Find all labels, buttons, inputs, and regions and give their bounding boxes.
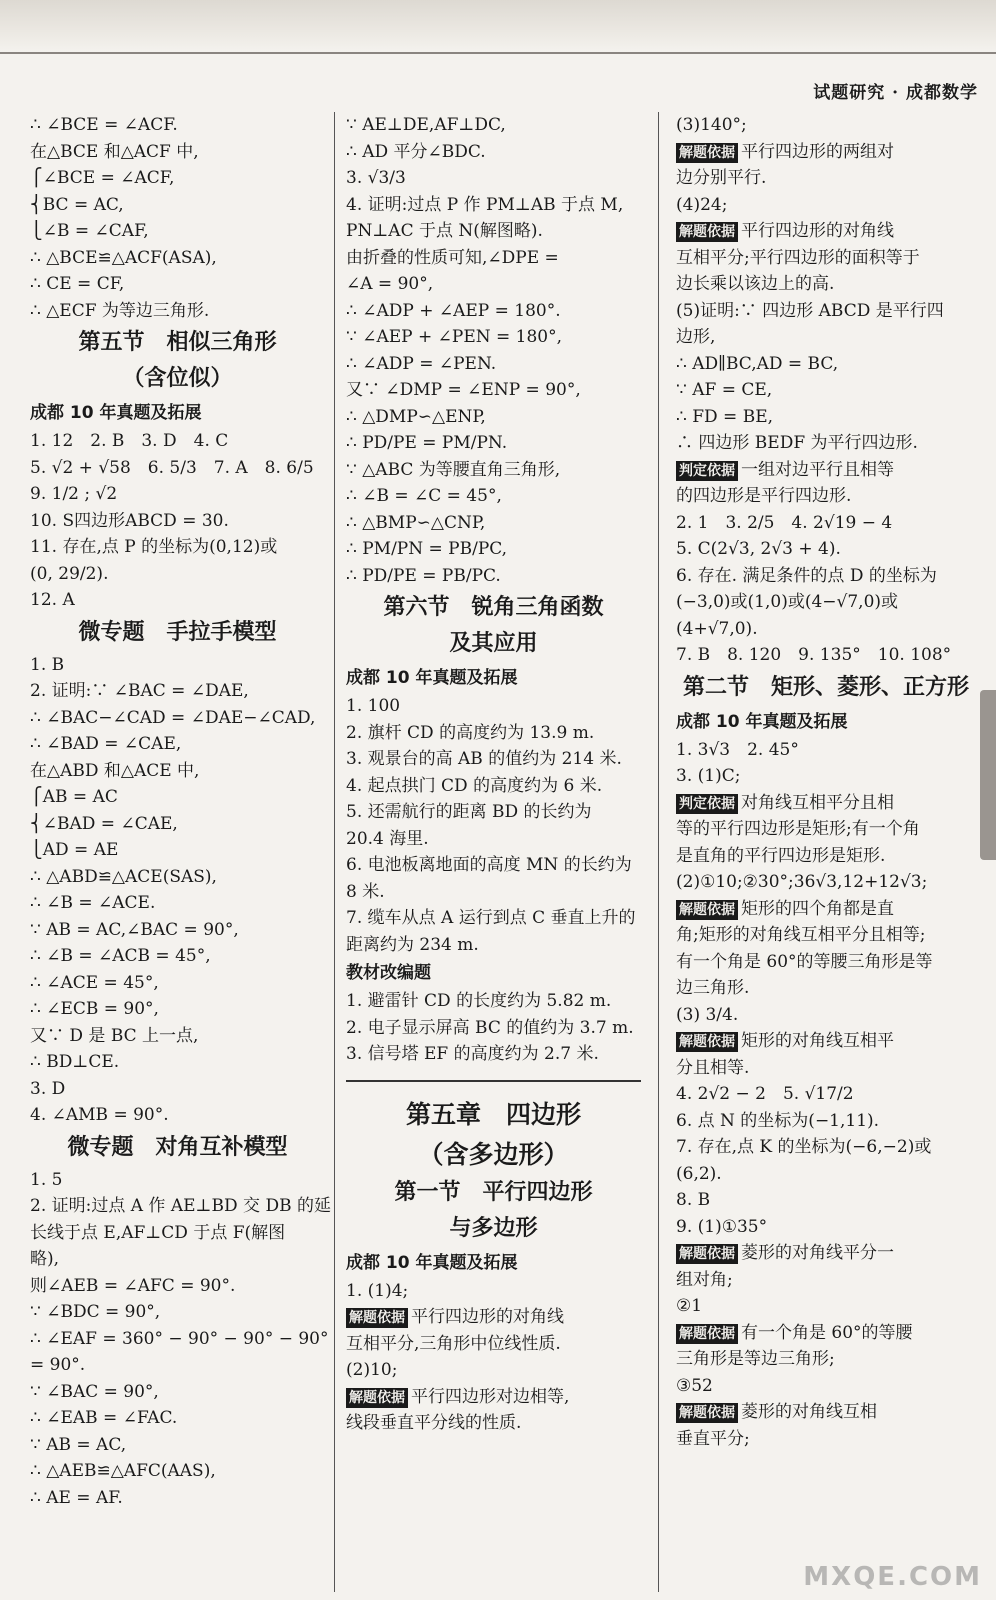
answer-line: 1. 避雷针 CD 的长度约为 5.82 m. (346, 991, 612, 1011)
answer-line: 边分别平行. (676, 168, 767, 188)
chapter-heading: 第五章 四边形 (405, 1099, 581, 1129)
column-1 (30, 112, 331, 1511)
answer-line: (3) 3/4. (676, 1004, 739, 1025)
answer-line: 1. 12 2. B 3. D 4. C (30, 431, 229, 451)
answer-line: 长线于点 E,AF⊥CD 于点 F(解图 (30, 1222, 286, 1243)
answer-line: ∵ ∠BDC = 90°, (30, 1302, 161, 1322)
answer-line: ∵ ∠BAC = 90°, (30, 1381, 159, 1402)
answer-line: (4)24; (676, 194, 728, 215)
answer-line: 5. C(2√3, 2√3 + 4). (676, 539, 841, 559)
answer-line: 的四边形是平行四边形. (676, 486, 852, 506)
answer-line: 则∠AEB = ∠AFC = 90°. (30, 1275, 236, 1296)
answer-line: ∠A = 90°, (346, 274, 434, 294)
section-heading: 第六节 锐角三角函数 (383, 595, 604, 620)
watermark: MXQE.COM (803, 1562, 982, 1592)
answer-line: 3. 观景台的高 AB 的值约为 214 米. (346, 749, 622, 769)
answer-line: 2. 电子显示屏高 BC 的值约为 3.7 m. (346, 1017, 634, 1038)
answer-line: (5)证明:∵ 四边形 ABCD 是平行四 (676, 300, 944, 321)
answer-line: ∵ AE⊥DE,AF⊥DC, (346, 115, 506, 135)
answer-line: 9. 1/2 ; √2 (30, 484, 118, 504)
answer-line: (2)①10;②30°;36√3,12+12√3; (676, 872, 928, 892)
top-rule (0, 52, 996, 54)
answer-line: 3. √3/3 (346, 168, 406, 188)
answer-line: (3)140°; (676, 115, 747, 135)
answer-line: 5. √2 + √58 6. 5/3 7. A 8. 6/5 (30, 457, 314, 478)
answer-line: 1. B (30, 654, 65, 675)
answer-line: (6,2). (676, 1163, 722, 1184)
column-divider (334, 112, 335, 1592)
answer-line: 等的平行四边形是矩形;有一个角 (676, 819, 920, 839)
answer-line: ∴ PM/PN = PB/PC, (346, 539, 508, 559)
section-heading: 第二节 矩形、菱形、正方形 (682, 674, 969, 700)
answer-line: ⎧∠BCE = ∠ACF, (30, 168, 175, 188)
answer-line: 解题依据 平行四边形对边相等, (346, 1384, 641, 1411)
answer-line: 20.4 海里. (346, 828, 429, 849)
answer-line: ∴ 四边形 BEDF 为平行四边形. (676, 433, 918, 453)
section-heading: 微专题 手拉手模型 (78, 619, 277, 645)
answer-line: 三角形是等边三角形; (676, 1349, 835, 1369)
answer-line: = 90°. (30, 1355, 86, 1375)
answer-line: 6. 点 N 的坐标为(−1,11). (676, 1110, 880, 1131)
answer-line: 角;矩形的对角线互相平分且相等; (676, 925, 926, 945)
answer-line: 2. 旗杆 CD 的高度约为 13.9 m. (346, 722, 595, 743)
answer-line: 7. 缆车从点 A 运行到点 C 垂直上升的 (346, 908, 636, 928)
answer-line: ∵ AB = AC,∠BAC = 90°, (30, 919, 239, 940)
answer-line: ⎩∠B = ∠CAF, (30, 221, 149, 241)
answer-line: ⎨∠BAD = ∠CAE, (30, 813, 178, 834)
section-heading: 微专题 对角互补模型 (67, 1134, 288, 1160)
page-header: 试题研究 · 成都数学 (813, 83, 978, 103)
answer-line: ∵ AF = CE, (676, 380, 773, 400)
answer-line: 在△ABD 和△ACE 中, (30, 760, 200, 781)
answer-line: ∴ ∠BAC−∠CAD = ∠DAE−∠CAD, (30, 707, 316, 728)
answer-line: ⎧AB = AC (30, 787, 118, 807)
answer-line: 组对角; (676, 1269, 733, 1290)
answer-line: ③52 (676, 1375, 713, 1396)
scan-top-band (0, 0, 996, 52)
answer-line: (−3,0)或(1,0)或(4−√7,0)或 (676, 592, 899, 612)
chapter-heading: （含多边形） (418, 1139, 569, 1169)
answer-line: 解题依据 菱形的对角线互相 (676, 1399, 976, 1426)
answer-line: 1. 5 (30, 1169, 63, 1190)
answer-line: 解题依据 平行四边形的两组对 (676, 139, 976, 166)
answer-line: ∴ ∠EAB = ∠FAC. (30, 1408, 178, 1428)
answer-line: ∴ ∠B = ∠ACE. (30, 893, 156, 913)
column-2 (346, 112, 641, 1437)
answer-line: 有一个角是 60°的等腰三角形是等 (676, 951, 933, 972)
answer-line: 解题依据 矩形的对角线互相平 (676, 1028, 976, 1055)
answer-line: 解题依据 矩形的四个角都是直 (676, 896, 976, 923)
answer-line: ②1 (676, 1296, 703, 1316)
answer-line: ∴ △ABD≌△ACE(SAS), (30, 866, 217, 887)
answer-line: ∴ AE = AF. (30, 1487, 123, 1508)
answer-line: 边三角形. (676, 978, 750, 998)
answer-line: 10. S四边形ABCD = 30. (30, 510, 229, 531)
answer-line: 解题依据 平行四边形的对角线 (346, 1304, 641, 1331)
chapter-rule (346, 1080, 641, 1082)
answer-line: ∵ ∠AEP + ∠PEN = 180°, (346, 327, 563, 347)
answer-line: 1. (1)4; (346, 1280, 409, 1301)
answer-line: 1. 3√3 2. 45° (676, 739, 799, 760)
section-heading: 及其应用 (449, 631, 538, 656)
answer-line: 垂直平分; (676, 1428, 750, 1449)
answer-line: ∴ ∠ECB = 90°, (30, 999, 159, 1019)
answer-line: ∴ ∠B = ∠ACB = 45°, (30, 946, 211, 966)
answer-line: ∴ ∠BCE = ∠ACF. (30, 115, 178, 135)
answer-line: 互相平分;平行四边形的面积等于 (676, 247, 920, 268)
answer-line: 互相平分,三角形中位线性质. (346, 1333, 561, 1354)
answer-line: ∵ AB = AC, (30, 1434, 127, 1455)
answer-line: ∴ ∠ADP = ∠PEN. (346, 353, 497, 374)
subsection-heading: 成都 10 年真题及拓展 (676, 711, 848, 732)
answer-line: 由折叠的性质可知,∠DPE = (346, 247, 559, 268)
answer-line: ∴ CE = CF, (30, 274, 125, 294)
answer-line: ∴ PD/PE = PB/PC. (346, 565, 501, 586)
section-heading: 第一节 平行四边形 (394, 1179, 593, 1205)
answer-line: 解题依据 有一个角是 60°的等腰 (676, 1320, 976, 1347)
section-heading: 与多边形 (449, 1215, 538, 1241)
answer-line: 略), (30, 1249, 60, 1269)
answer-line: ∵ △ABC 为等腰直角三角形, (346, 459, 561, 480)
subsection-heading: 教材改编题 (346, 963, 431, 983)
answer-line: 又∵ ∠DMP = ∠ENP = 90°, (346, 380, 581, 400)
answer-line: 8 米. (346, 881, 385, 902)
answer-line: 2. 证明:过点 A 作 AE⊥BD 交 DB 的延 (30, 1196, 331, 1216)
answer-line: 在△BCE 和△ACF 中, (30, 141, 199, 162)
subsection-heading: 成都 10 年真题及拓展 (346, 668, 518, 688)
section-heading: 第五节 相似三角形 (78, 330, 277, 355)
answer-line: 边形, (676, 327, 716, 347)
chapter-side-tab (980, 690, 996, 860)
answer-line: 判定依据 一组对边平行且相等 (676, 457, 976, 484)
answer-line: ⎩AD = AE (30, 840, 119, 860)
answer-line: ∴ ∠ACE = 45°, (30, 972, 159, 993)
answer-line: ∴ ∠EAF = 360° − 90° − 90° − 90° (30, 1328, 329, 1349)
answer-line: 距离约为 234 m. (346, 934, 479, 955)
answer-line: 解题依据 平行四边形的对角线 (676, 218, 976, 245)
answer-line: 4. 2√2 − 2 5. √17/2 (676, 1084, 854, 1104)
answer-line: (4+√7,0). (676, 618, 758, 639)
answer-line: ∴ △DMP∽△ENP, (346, 406, 486, 427)
answer-line: 2. 证明:∵ ∠BAC = ∠DAE, (30, 681, 249, 701)
answer-line: 6. 存在. 满足条件的点 D 的坐标为 (676, 565, 937, 586)
answer-line: 2. 1 3. 2/5 4. 2√19 − 4 (676, 512, 893, 533)
answer-line: ∴ ∠ADP + ∠AEP = 180°. (346, 300, 561, 321)
column-3 (676, 112, 976, 1452)
answer-line: ∴ △BCE≌△ACF(ASA), (30, 247, 217, 268)
answer-line: 3. (1)C; (676, 766, 741, 786)
answer-line: 6. 电池板离地面的高度 MN 的长约为 (346, 855, 632, 875)
answer-line: ∴ AD 平分∠BDC. (346, 141, 486, 162)
answer-line: ⎨BC = AC, (30, 194, 124, 215)
answer-line: 4. ∠AMB = 90°. (30, 1105, 169, 1125)
answer-line: PN⊥AC 于点 N(解图略). (346, 221, 543, 241)
answer-line: ∴ FD = BE, (676, 406, 774, 427)
answer-line: ∴ PD/PE = PM/PN. (346, 433, 508, 453)
answer-line: ∴ △ECF 为等边三角形. (30, 300, 210, 321)
answer-line: 是直角的平行四边形是矩形. (676, 845, 886, 866)
answer-line: 线段垂直平分线的性质. (346, 1413, 522, 1433)
answer-line: 3. D (30, 1078, 66, 1099)
section-heading: （含位似） (122, 366, 233, 391)
answer-line: 11. 存在,点 P 的坐标为(0,12)或 (30, 537, 278, 557)
answer-line: 4. 证明:过点 P 作 PM⊥AB 于点 M, (346, 194, 624, 215)
subsection-heading: 成都 10 年真题及拓展 (30, 403, 202, 423)
answer-line: 又∵ D 是 BC 上一点, (30, 1025, 199, 1046)
answer-line: ∴ △BMP∽△CNP, (346, 512, 486, 533)
answer-line: (2)10; (346, 1360, 398, 1380)
answer-line: 5. 还需航行的距离 BD 的长约为 (346, 802, 592, 822)
answer-line: ∴ BD⊥CE. (30, 1052, 120, 1072)
subsection-heading: 成都 10 年真题及拓展 (346, 1252, 518, 1273)
answer-line: 7. 存在,点 K 的坐标为(−6,−2)或 (676, 1137, 932, 1157)
answer-line: ∴ ∠BAD = ∠CAE, (30, 734, 182, 754)
answer-line: 9. (1)①35° (676, 1216, 768, 1237)
answer-line: 解题依据 菱形的对角线平分一 (676, 1240, 976, 1267)
answer-line: 12. A (30, 590, 75, 610)
answer-line: ∴ △AEB≌△AFC(AAS), (30, 1461, 216, 1481)
answer-line: 1. 100 (346, 696, 401, 716)
answer-line: 7. B 8. 120 9. 135° 10. 108° (676, 645, 952, 665)
answer-line: 边长乘以该边上的高. (676, 274, 835, 294)
answer-line: 3. 信号塔 EF 的高度约为 2.7 米. (346, 1044, 599, 1064)
answer-line: 判定依据 对角线互相平分且相 (676, 790, 976, 817)
column-divider (658, 112, 659, 1592)
answer-line: 4. 起点拱门 CD 的高度约为 6 米. (346, 775, 603, 796)
answer-line: (0, 29/2). (30, 563, 109, 584)
answer-line: ∴ ∠B = ∠C = 45°, (346, 486, 502, 506)
answer-line: 8. B (676, 1190, 711, 1210)
answer-line: 分且相等. (676, 1057, 750, 1078)
answer-line: ∴ AD∥BC,AD = BC, (676, 353, 839, 374)
